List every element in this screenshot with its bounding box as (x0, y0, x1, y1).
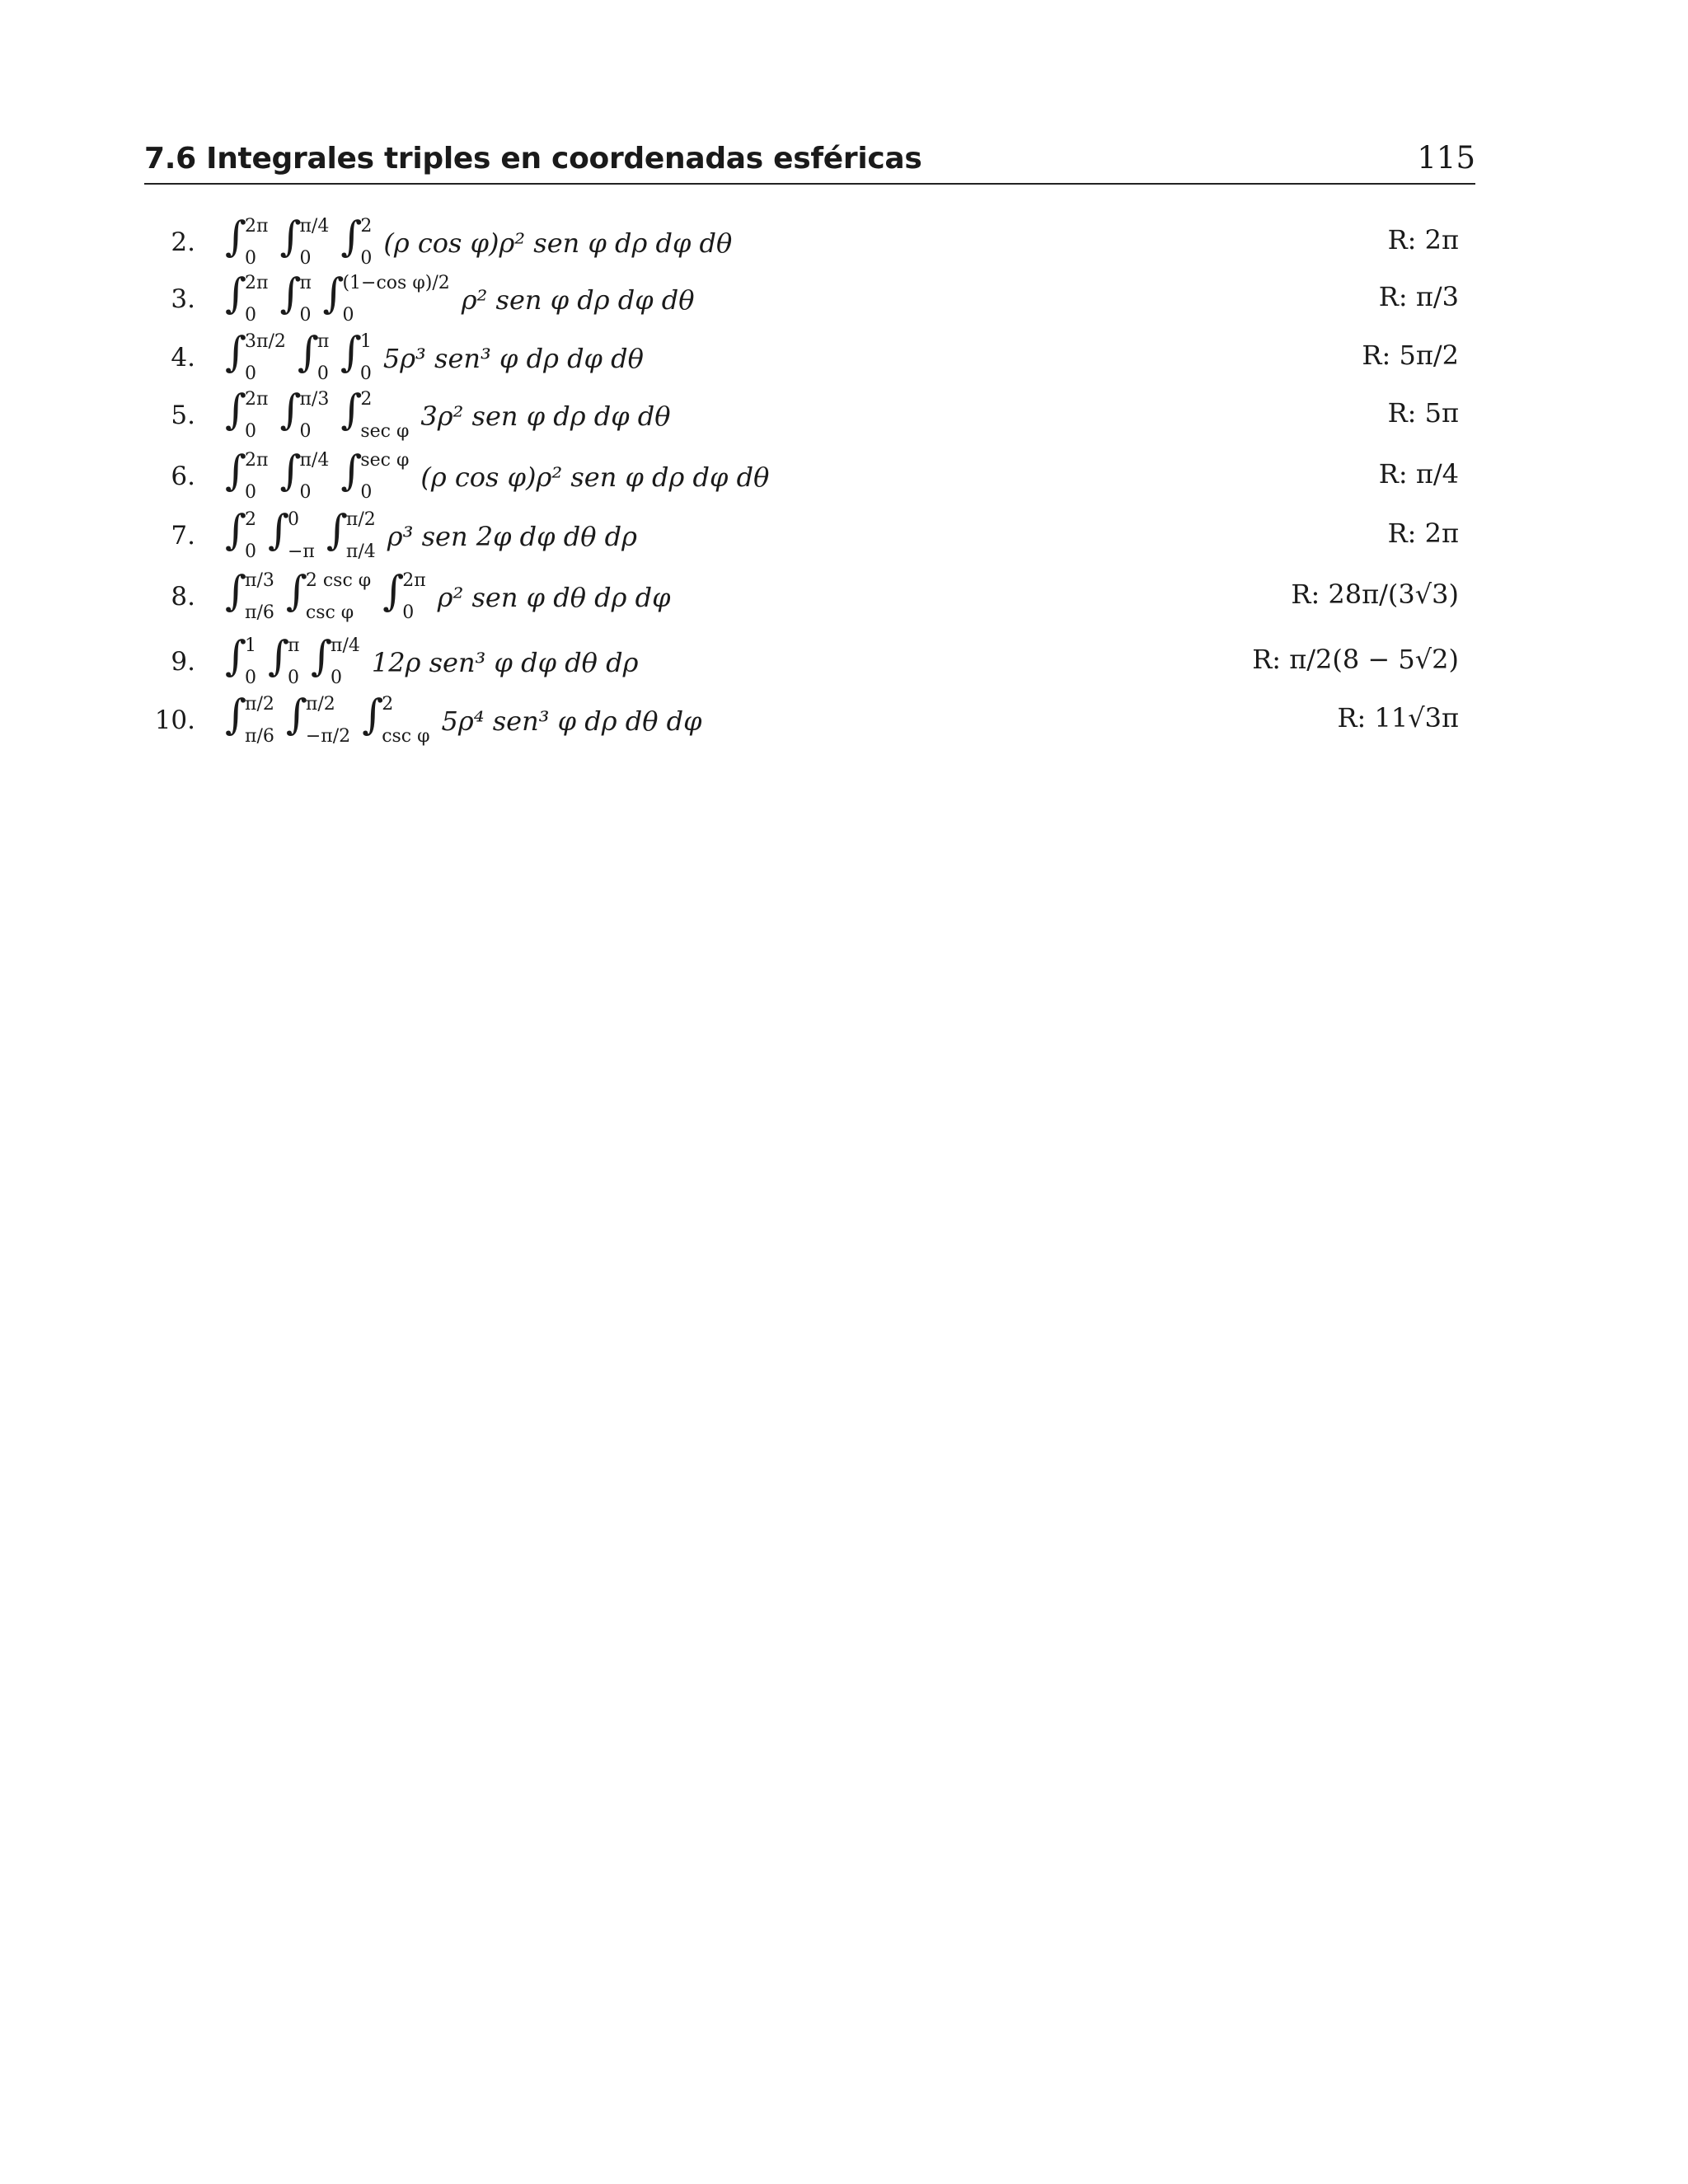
exercise-number: 7. (171, 521, 195, 551)
integral-sign: ∫ (225, 506, 247, 554)
upper-limit: π/4 (331, 635, 360, 656)
integral-limits (360, 328, 372, 386)
upper-limit: π (299, 273, 312, 293)
integrand: 5ρ³ sen³ φ dρ dφ dθ (382, 343, 644, 374)
integral-limits (299, 213, 329, 270)
integral-sign: ∫ (225, 328, 247, 376)
upper-limit: sec φ (360, 450, 410, 471)
lower-limit: 0 (245, 668, 256, 688)
lower-limit: 0 (331, 668, 342, 688)
exercise-answer: R: 2π (1387, 518, 1459, 549)
integral-sign: ∫ (340, 447, 363, 494)
integral-expression (225, 328, 644, 386)
lower-limit: 0 (245, 248, 256, 269)
integral-limits (299, 447, 329, 504)
upper-limit: 1 (359, 331, 372, 352)
exercise-number: 4. (171, 343, 195, 373)
upper-limit: π/4 (299, 216, 330, 237)
integral-sign: ∫ (268, 506, 290, 554)
exercise-number: 10. (154, 705, 195, 735)
integral-sign: ∫ (225, 447, 247, 494)
exercise-row (144, 632, 1459, 690)
integral-limits (245, 447, 268, 504)
integral-limits (245, 632, 256, 690)
integral-limits (402, 567, 425, 625)
exercise-row (144, 386, 1459, 443)
integral-expression (225, 447, 769, 504)
lower-limit: 0 (299, 421, 312, 442)
exercise-row (144, 691, 1459, 748)
lower-limit: 0 (245, 421, 256, 442)
integral-sign: ∫ (362, 691, 384, 738)
integral-expression (225, 269, 695, 327)
integrand: (ρ cos φ)ρ² sen φ dρ dφ dθ (420, 462, 770, 493)
lower-limit: 0 (288, 668, 299, 688)
upper-limit: 3π/2 (245, 331, 286, 352)
upper-limit: (1−cos φ)/2 (342, 273, 450, 293)
integrand: ρ² sen φ dθ dρ dφ (437, 582, 671, 613)
lower-limit: −π (288, 541, 315, 562)
integral-limits (245, 567, 274, 625)
lower-limit: csc φ (305, 602, 354, 623)
integral-limits (360, 213, 372, 270)
exercise-number: 3. (171, 284, 195, 314)
integral-limits (360, 386, 409, 443)
lower-limit: 0 (299, 248, 312, 269)
exercise-answer: R: 11√3π (1337, 702, 1459, 733)
upper-limit: 2π (245, 273, 269, 293)
section-title: 7.6 Integrales triples en coordenadas esféricas (144, 142, 922, 176)
exercise-number: 9. (171, 647, 195, 677)
integrand: ρ³ sen 2φ dφ dθ dρ (387, 521, 637, 552)
integral-limits (317, 328, 329, 386)
upper-limit: 2π (245, 216, 269, 237)
lower-limit: 0 (299, 482, 312, 503)
lower-limit: 0 (360, 248, 373, 269)
integrand: (ρ cos φ)ρ² sen φ dρ dφ dθ (383, 227, 733, 259)
exercise-answer: R: 2π (1387, 224, 1459, 255)
integral-sign: ∫ (225, 213, 247, 260)
integral-limits (245, 506, 256, 564)
integral-sign: ∫ (340, 213, 363, 260)
lower-limit: 0 (245, 305, 256, 326)
upper-limit: π/3 (299, 389, 330, 410)
integral-sign: ∫ (225, 632, 247, 680)
lower-limit: 0 (342, 305, 354, 326)
integral-expression (225, 386, 671, 443)
integral-limits (299, 269, 311, 327)
lower-limit: 0 (402, 602, 415, 623)
page-number: 115 (1417, 140, 1475, 176)
lower-limit: 0 (360, 482, 373, 503)
integral-sign: ∫ (326, 506, 348, 554)
upper-limit: 1 (245, 635, 256, 656)
upper-limit: 2π (245, 389, 269, 410)
exercise-number: 6. (171, 462, 195, 491)
integral-sign: ∫ (279, 213, 302, 260)
integral-limits (245, 269, 268, 327)
exercise-row (144, 447, 1459, 504)
exercise-row (144, 269, 1459, 327)
upper-limit: π/2 (245, 694, 274, 715)
integral-limits (306, 691, 350, 748)
exercise-answer: R: π/2(8 − 5√2) (1252, 644, 1459, 675)
integral-limits (245, 386, 268, 443)
integrand: 5ρ⁴ sen³ φ dρ dθ dφ (441, 705, 702, 737)
upper-limit: 2 (382, 694, 394, 715)
lower-limit: π/6 (245, 602, 274, 623)
integral-sign: ∫ (225, 386, 247, 434)
integrand: ρ² sen φ dρ dφ dθ (461, 284, 695, 316)
integral-limits (288, 506, 315, 564)
integral-limits (245, 691, 274, 748)
integral-expression (225, 567, 670, 625)
lower-limit: π/4 (345, 541, 376, 562)
exercise-row (144, 567, 1459, 625)
integral-sign: ∫ (340, 386, 363, 434)
integral-expression (225, 632, 638, 690)
integral-sign: ∫ (382, 567, 405, 615)
exercise-answer: R: π/3 (1378, 281, 1459, 312)
integral-sign: ∫ (322, 269, 345, 317)
lower-limit: −π/2 (305, 726, 351, 747)
lower-limit: π/6 (245, 726, 274, 747)
lower-limit: sec φ (360, 421, 410, 442)
exercise-row (144, 213, 1459, 270)
exercise-answer: R: 5π/2 (1362, 340, 1459, 371)
integral-sign: ∫ (225, 567, 247, 615)
exercise-number: 8. (171, 582, 195, 612)
upper-limit: 0 (288, 509, 299, 530)
page-header (144, 140, 1475, 185)
upper-limit: π/2 (305, 694, 335, 715)
integral-sign: ∫ (285, 691, 307, 738)
integral-expression (225, 691, 702, 748)
exercise-number: 2. (171, 227, 195, 257)
upper-limit: π (316, 331, 330, 352)
integral-sign: ∫ (311, 632, 333, 680)
integral-sign: ∫ (279, 386, 302, 434)
upper-limit: 2 (360, 216, 373, 237)
upper-limit: 2π (402, 570, 426, 591)
integral-limits (245, 328, 286, 386)
integral-sign: ∫ (297, 328, 319, 376)
integral-limits (245, 213, 268, 270)
integral-limits (342, 269, 449, 327)
lower-limit: 0 (245, 482, 256, 503)
upper-limit: π/3 (245, 570, 274, 591)
integral-sign: ∫ (268, 632, 290, 680)
exercise-row (144, 506, 1459, 564)
integrand: 12ρ sen³ φ dφ dθ dρ (371, 647, 639, 678)
exercise-answer: R: 28π/(3√3) (1291, 579, 1459, 610)
integral-limits (288, 632, 299, 690)
integral-sign: ∫ (340, 328, 362, 376)
lower-limit: 0 (245, 363, 256, 384)
exercise-answer: R: 5π (1387, 397, 1459, 429)
lower-limit: 0 (299, 305, 312, 326)
integral-expression (225, 213, 732, 270)
integral-sign: ∫ (225, 691, 247, 738)
upper-limit: 2 csc φ (305, 570, 372, 591)
integral-sign: ∫ (285, 567, 307, 615)
integral-sign: ∫ (279, 447, 302, 494)
integral-sign: ∫ (279, 269, 302, 317)
integral-limits (346, 506, 376, 564)
integral-expression (225, 506, 637, 564)
lower-limit: 0 (359, 363, 372, 384)
exercise-row (144, 328, 1459, 386)
integral-limits (306, 567, 371, 625)
upper-limit: π/4 (299, 450, 330, 471)
integral-limits (360, 447, 409, 504)
lower-limit: csc φ (382, 726, 430, 747)
integrand: 3ρ² sen φ dρ dφ dθ (420, 401, 671, 432)
exercise-number: 5. (171, 401, 195, 430)
upper-limit: π (288, 635, 300, 656)
lower-limit: 0 (316, 363, 329, 384)
integral-limits (331, 632, 360, 690)
upper-limit: 2 (360, 389, 373, 410)
upper-limit: 2π (245, 450, 269, 471)
upper-limit: π/2 (345, 509, 376, 530)
integral-sign: ∫ (225, 269, 247, 317)
integral-limits (382, 691, 429, 748)
exercise-answer: R: π/4 (1378, 458, 1459, 490)
lower-limit: 0 (245, 541, 256, 562)
integral-limits (299, 386, 329, 443)
upper-limit: 2 (245, 509, 256, 530)
